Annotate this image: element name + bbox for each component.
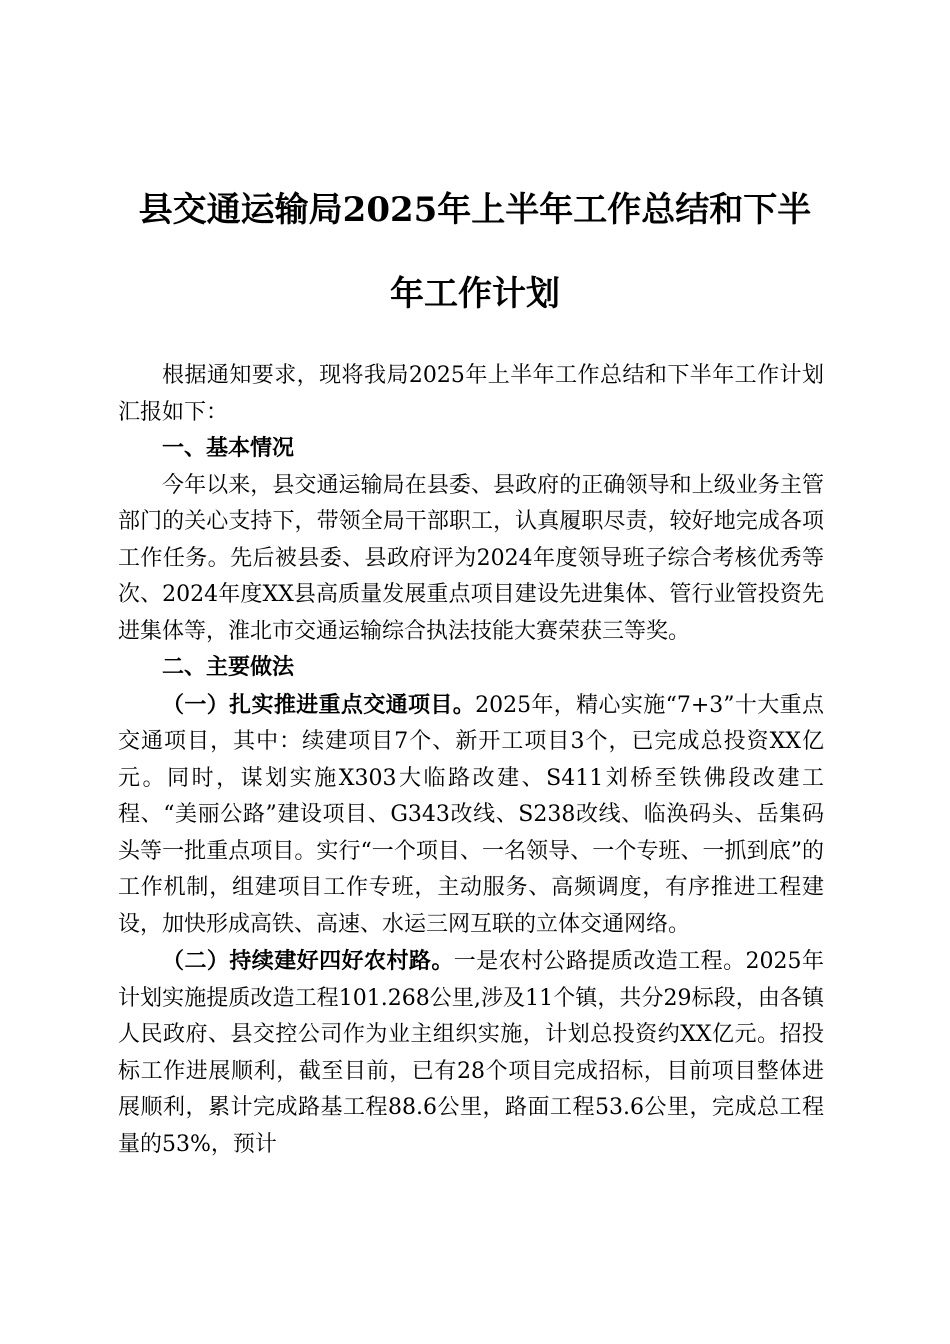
- item-1-text: 2025年，精心实施“7+3”十大重点交通项目，其中：续建项目7个、新开工项目3个，已完成总投资XX亿元。同时，谋划实施X303大临路改建、S411刘桥至铁佛段改建工程、“美丽公路”建设项目、G343改线、S238改线、临涣码头、岳集码头等一批重点项目。实行“一个项目、一名领导、一个专班、一抓到底”的工作机制，组建项目工作专班，主动服务、高频调度，有序推进工程建设，加快形成高铁、高速、水运三网互联的立体交通网络。: [118, 692, 824, 937]
- section-heading-basic: 一、基本情况: [162, 436, 295, 461]
- document-body: [118, 358, 824, 1163]
- basic-situation-paragraph: 今年以来，县交通运输局在县委、县政府的正确领导和上级业务主管部门的关心支持下，带领全局干部职工，认真履职尽责，较好地完成各项工作任务。先后被县委、县政府评为2024年度领导班子综合考核优秀等次、2024年度XX县高质量发展重点项目建设先进集体、管行业管投资先进集体等，淮北市交通运输综合执法技能大赛荣获三等奖。: [118, 472, 824, 644]
- item-1-paragraph: [118, 687, 824, 944]
- item-2-paragraph: [118, 943, 824, 1163]
- item-2-lead: （二）持续建好四好农村路。: [162, 948, 454, 974]
- title-line-2: 年工作计划: [390, 274, 560, 314]
- section-heading-methods: 二、主要做法: [162, 655, 295, 680]
- item-2-text: 一是农村公路提质改造工程。2025年计划实施提质改造工程101.268公里,涉及11个镇，共分29标段，由各镇人民政府、县交控公司作为业主组织实施，计划总投资约XX亿元。招投标工作进展顺利，截至目前，已有28个项目完成招标，目前项目整体进展顺利，累计完成路基工程88.6公里，路面工程53.6公里，完成总工程量的53%，预计: [118, 949, 824, 1157]
- document-title: [118, 168, 832, 336]
- intro-paragraph: 根据通知要求，现将我局2025年上半年工作总结和下半年工作计划汇报如下：: [118, 363, 824, 425]
- item-1-lead: （一）扎实推进重点交通项目。: [162, 691, 476, 718]
- title-line-1: 县交通运输局2025年上半年工作总结和下半: [138, 190, 812, 230]
